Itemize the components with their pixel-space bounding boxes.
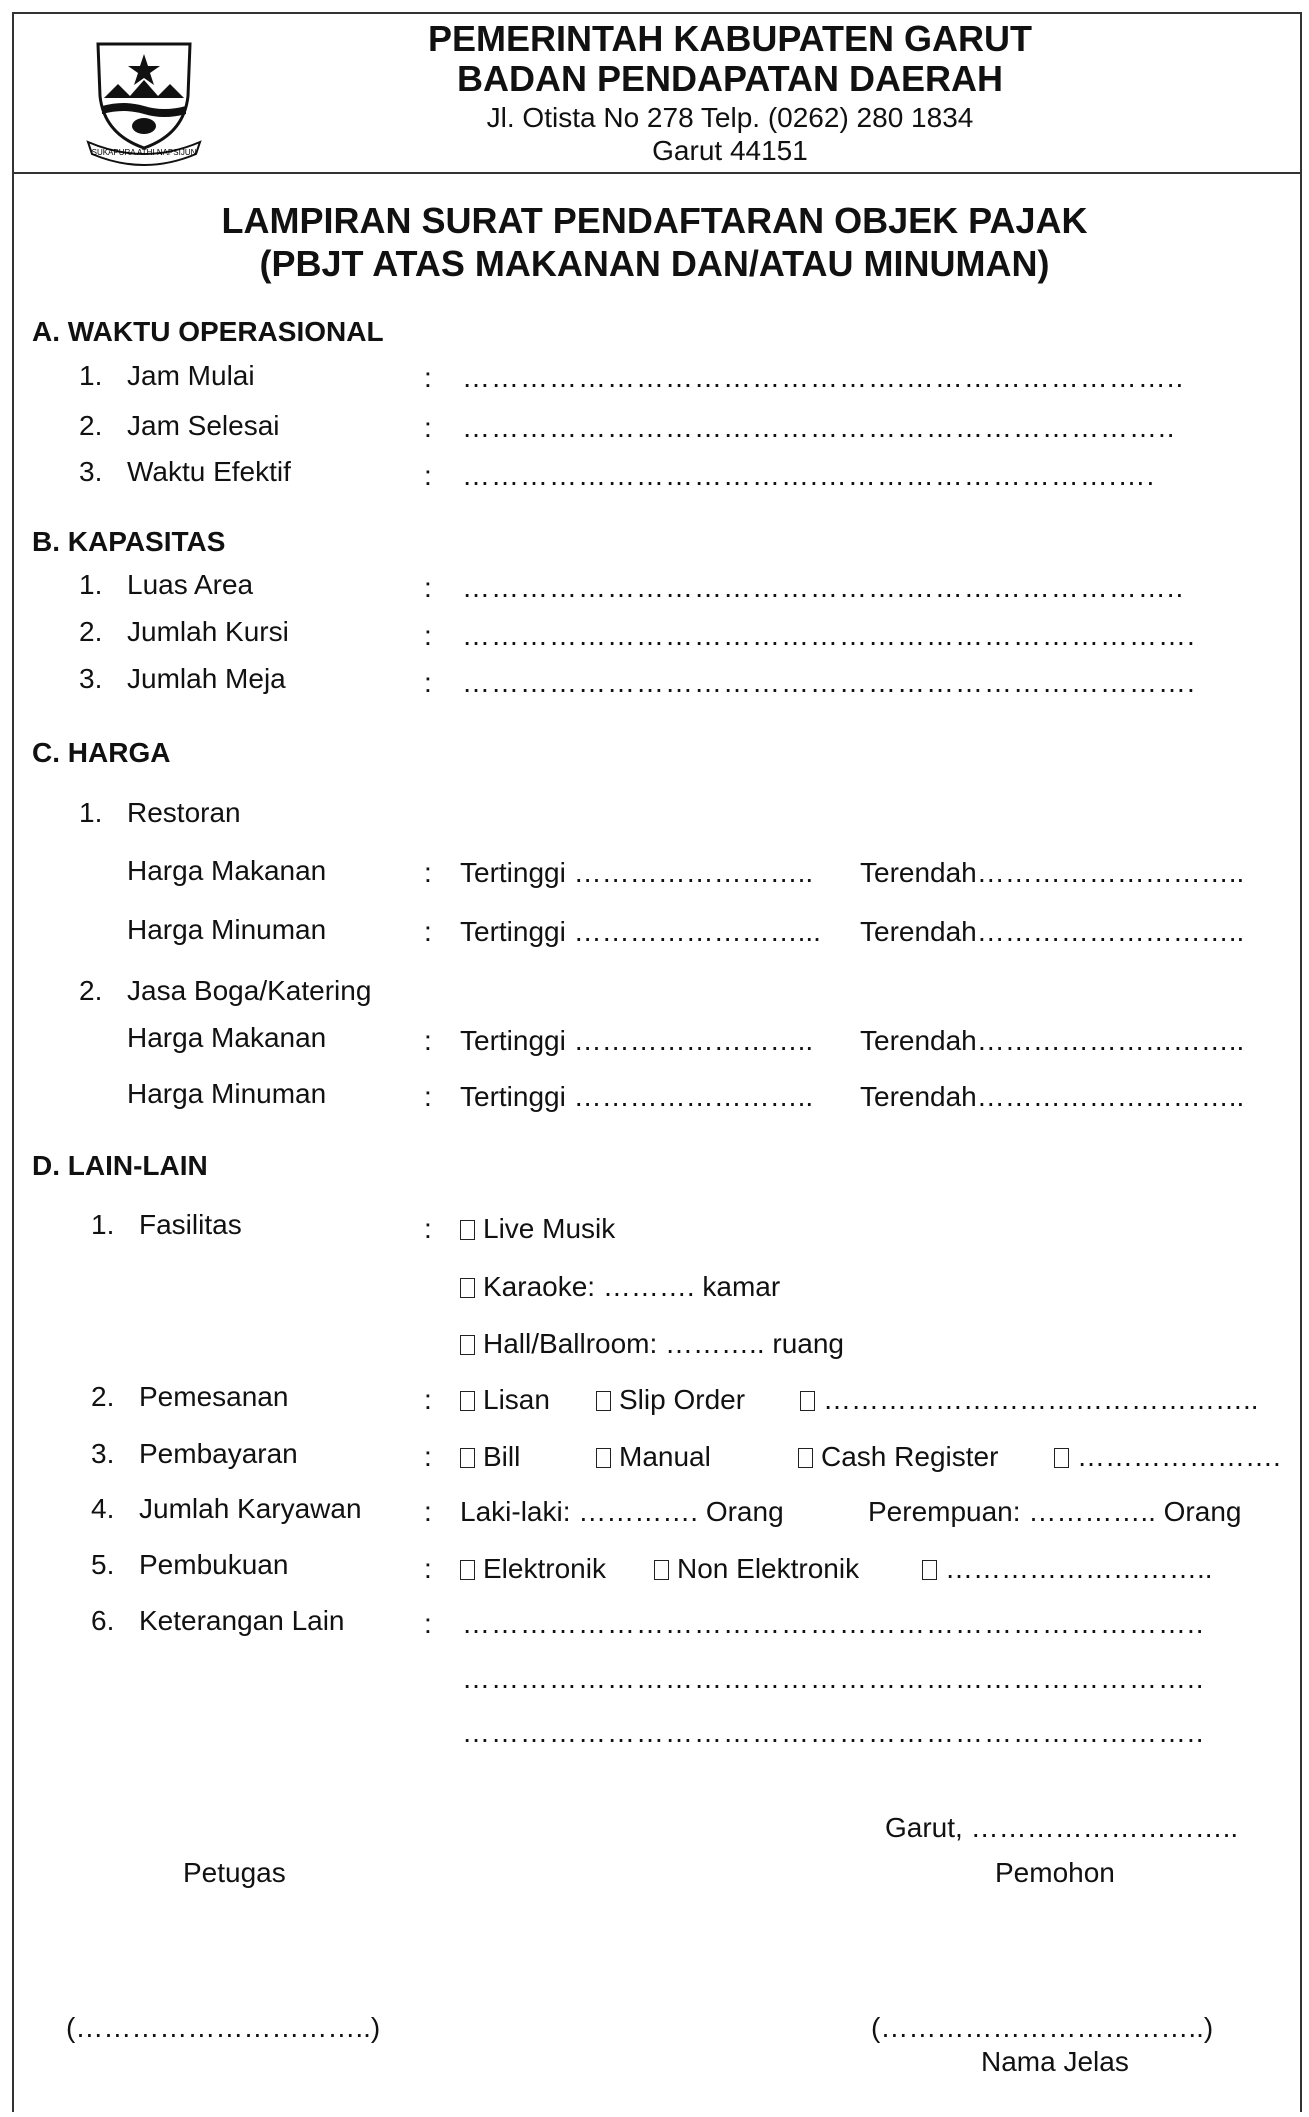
pembayaran-other-option[interactable]: …………………. [1054, 1441, 1281, 1473]
keterangan-field-line1[interactable]: ………………………………………………………………….. [462, 1608, 1205, 1639]
section-a-heading: A. WAKTU OPERASIONAL [32, 316, 384, 347]
harga-minuman-label: Harga Minuman [127, 914, 327, 945]
checkbox[interactable] [922, 1560, 937, 1580]
colon: : [424, 1608, 432, 1639]
pemesanan-label: Pemesanan [139, 1381, 289, 1412]
katering-minuman-terendah-field[interactable]: Terendah……………………….. [860, 1081, 1245, 1112]
luas-area-field[interactable]: ……………………………………….……………………….. [462, 572, 1185, 603]
pembukuan-label: Pembukuan [139, 1549, 289, 1580]
hall-ballroom-option[interactable]: Hall/Ballroom: ……….. ruang [460, 1328, 844, 1360]
checkbox[interactable] [460, 1560, 475, 1580]
restoran-makanan-terendah-field[interactable]: Terendah……………………….. [860, 857, 1245, 888]
section-b-heading: B. KAPASITAS [32, 526, 226, 557]
katering-minuman-tertinggi-field[interactable]: Tertinggi …………………….. [460, 1081, 814, 1112]
item-number: 2. [91, 1381, 115, 1412]
checkbox[interactable] [596, 1391, 611, 1411]
keterangan-lain-label: Keterangan Lain [139, 1605, 345, 1636]
item-number: 1. [91, 1209, 115, 1240]
section-c-heading: C. HARGA [32, 737, 171, 768]
header-government: PEMERINTAH KABUPATEN GARUT [428, 18, 1032, 59]
jumlah-meja-field[interactable]: …………………………………………………………………. [462, 667, 1196, 698]
garut-emblem-icon [84, 26, 204, 166]
item-number: 3. [79, 663, 103, 694]
pemohon-signature-field[interactable]: (……………………………..) [871, 2012, 1214, 2043]
laki-laki-field[interactable]: Laki-laki: …………. Orang [460, 1496, 784, 1527]
checkbox[interactable] [1054, 1448, 1069, 1468]
harga-makanan-label: Harga Makanan [127, 855, 327, 886]
karaoke-option[interactable]: Karaoke: ………. kamar [460, 1271, 780, 1303]
checkbox[interactable] [460, 1448, 475, 1468]
svg-text:SUKAPURA ATHI NAPSIJUN: SUKAPURA ATHI NAPSIJUN [91, 148, 197, 157]
petugas-label: Petugas [183, 1857, 286, 1888]
colon: : [424, 1441, 432, 1472]
item-number: 5. [91, 1549, 115, 1580]
form-title-line2: (PBJT ATAS MAKANAN DAN/ATAU MINUMAN) [259, 243, 1050, 284]
jumlah-karyawan-label: Jumlah Karyawan [139, 1493, 362, 1524]
harga-minuman-label: Harga Minuman [127, 1078, 327, 1109]
katering-makanan-tertinggi-field[interactable]: Tertinggi …………………….. [460, 1025, 814, 1056]
pemohon-label: Pemohon [995, 1857, 1115, 1888]
restoran-label: Restoran [127, 797, 241, 828]
colon: : [424, 667, 432, 698]
colon: : [424, 857, 432, 888]
checkbox[interactable] [460, 1220, 475, 1240]
colon: : [424, 460, 432, 491]
jumlah-kursi-label: Jumlah Kursi [127, 616, 289, 647]
lisan-option[interactable]: Lisan [460, 1384, 550, 1416]
jam-selesai-label: Jam Selesai [127, 410, 280, 441]
keterangan-field-line3[interactable]: ………………………………………………………………….. [462, 1717, 1205, 1748]
petugas-signature-field[interactable]: (…………………………..) [66, 2012, 381, 2043]
colon: : [424, 916, 432, 947]
header-divider [12, 172, 1302, 174]
restoran-minuman-tertinggi-field[interactable]: Tertinggi ……………………... [460, 916, 821, 947]
perempuan-field[interactable]: Perempuan: ………….. Orang [868, 1496, 1242, 1527]
checkbox[interactable] [596, 1448, 611, 1468]
jam-mulai-label: Jam Mulai [127, 360, 255, 391]
luas-area-label: Luas Area [127, 569, 254, 600]
item-number: 2. [79, 975, 103, 1006]
pembayaran-label: Pembayaran [139, 1438, 298, 1469]
header-city: Garut 44151 [652, 135, 808, 166]
slip-order-option[interactable]: Slip Order [596, 1384, 745, 1416]
jam-selesai-field[interactable]: ……………………………………………………………….. [462, 412, 1176, 443]
item-number: 2. [79, 410, 103, 441]
item-number: 3. [91, 1438, 115, 1469]
section-d-heading: D. LAIN-LAIN [32, 1150, 208, 1181]
checkbox[interactable] [460, 1335, 475, 1355]
katering-makanan-terendah-field[interactable]: Terendah……………………….. [860, 1025, 1245, 1056]
item-number: 2. [79, 616, 103, 647]
cash-register-option[interactable]: Cash Register [798, 1441, 998, 1473]
colon: : [424, 412, 432, 443]
jasa-boga-label: Jasa Boga/Katering [127, 975, 372, 1006]
checkbox[interactable] [460, 1391, 475, 1411]
date-field[interactable]: Garut, ……………………….. [885, 1812, 1239, 1843]
restoran-minuman-terendah-field[interactable]: Terendah……………………….. [860, 916, 1245, 947]
pembukuan-other-option[interactable]: ……………………….. [922, 1553, 1213, 1585]
colon: : [424, 1553, 432, 1584]
jam-mulai-field[interactable]: ……………………………………….……………………….. [462, 362, 1185, 393]
pemesanan-other-option[interactable]: ……………………………………….. [800, 1384, 1259, 1416]
item-number: 1. [79, 797, 103, 828]
restoran-makanan-tertinggi-field[interactable]: Tertinggi …………………….. [460, 857, 814, 888]
item-number: 1. [79, 360, 103, 391]
colon: : [424, 1384, 432, 1415]
nama-jelas-label: Nama Jelas [981, 2046, 1129, 2077]
colon: : [424, 1081, 432, 1112]
jumlah-kursi-field[interactable]: …………………………………………………………………. [462, 620, 1196, 651]
header-agency: BADAN PENDAPATAN DAERAH [457, 58, 1003, 99]
harga-makanan-label: Harga Makanan [127, 1022, 327, 1053]
fasilitas-label: Fasilitas [139, 1209, 242, 1240]
form-title-line1: LAMPIRAN SURAT PENDAFTARAN OBJEK PAJAK [221, 200, 1088, 241]
item-number: 3. [79, 456, 103, 487]
jumlah-meja-label: Jumlah Meja [127, 663, 286, 694]
item-number: 6. [91, 1605, 115, 1636]
keterangan-field-line2[interactable]: ………………………………………………………………….. [462, 1663, 1205, 1694]
bill-option[interactable]: Bill [460, 1441, 520, 1473]
colon: : [424, 620, 432, 651]
colon: : [424, 1496, 432, 1527]
elektronik-option[interactable]: Elektronik [460, 1553, 606, 1585]
checkbox[interactable] [460, 1278, 475, 1298]
manual-option[interactable]: Manual [596, 1441, 711, 1473]
colon: : [424, 572, 432, 603]
checkbox[interactable] [800, 1391, 815, 1411]
colon: : [424, 1025, 432, 1056]
waktu-efektif-field[interactable]: ……………………………….………………………….…. [462, 460, 1156, 491]
non-elektronik-option[interactable]: Non Elektronik [654, 1553, 859, 1585]
checkbox[interactable] [654, 1560, 669, 1580]
live-musik-option[interactable]: Live Musik [460, 1213, 615, 1245]
item-number: 4. [91, 1493, 115, 1524]
header-address: Jl. Otista No 278 Telp. (0262) 280 1834 [486, 102, 974, 133]
colon: : [424, 362, 432, 393]
checkbox[interactable] [798, 1448, 813, 1468]
waktu-efektif-label: Waktu Efektif [127, 456, 291, 487]
item-number: 1. [79, 569, 103, 600]
colon: : [424, 1213, 432, 1244]
